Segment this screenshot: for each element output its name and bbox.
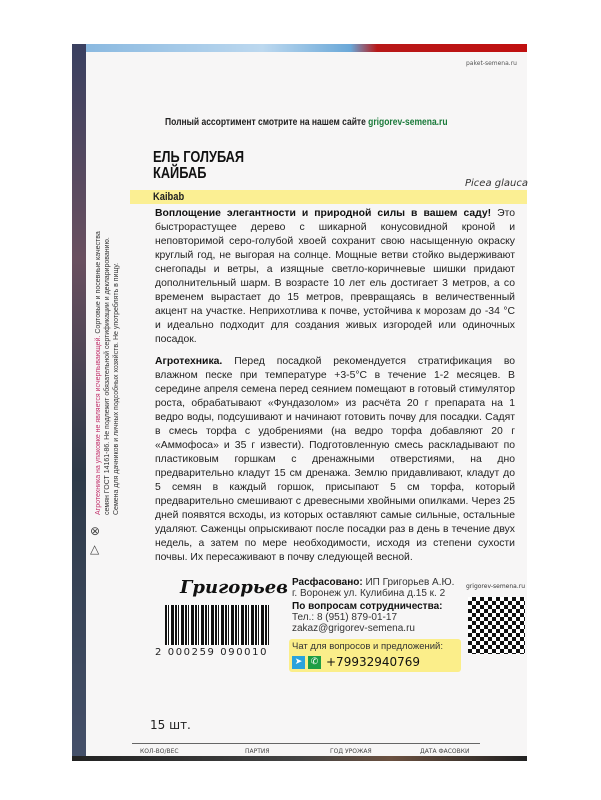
agro-lead: Агротехника. bbox=[155, 356, 223, 367]
side-note bbox=[94, 215, 121, 515]
qr-code[interactable] bbox=[468, 597, 525, 654]
footer-divider bbox=[132, 743, 480, 744]
contacts bbox=[292, 577, 462, 634]
telegram-icon[interactable]: ➤ bbox=[292, 656, 305, 669]
qr-site: grigorev-semena.ru bbox=[466, 583, 526, 590]
address: г. Воронеж ул. Кулибина д.15 к. 2 bbox=[292, 588, 446, 599]
top-color-band bbox=[86, 44, 527, 52]
variety-name: Kaibab bbox=[153, 191, 185, 203]
side-text: Сортовые и посевные качества семян ГОСТ 14161-86. Не подлежит обязательной сертификации и декларированию. Семена для дачников и личных подсобных хозяйств. Не употреблять в пищу. bbox=[95, 231, 120, 515]
quantity: 15 шт. bbox=[150, 718, 191, 732]
bottom-block bbox=[130, 577, 525, 677]
title-line-2: КАЙБАБ bbox=[153, 165, 207, 182]
agrotechnics bbox=[155, 355, 515, 565]
main-content bbox=[130, 207, 525, 677]
no-trash-icon: ⊗ bbox=[90, 524, 101, 538]
bottom-photo-edge bbox=[72, 756, 527, 761]
side-warning: Агротехника на упаковке не является исчерпывающей. bbox=[95, 335, 102, 515]
packet-site: paket-semena.ru bbox=[466, 60, 517, 67]
latin-name: Picea glauca bbox=[465, 178, 528, 189]
variety-highlight bbox=[130, 190, 527, 204]
assortment-text: Полный ассортимент смотрите на нашем сайте bbox=[165, 117, 366, 128]
disposal-icons bbox=[90, 522, 100, 558]
chat-phone[interactable]: +79932940769 bbox=[326, 655, 421, 669]
brand-logo: Григорьев bbox=[180, 577, 288, 598]
coop-label: По вопросам сотрудничества: bbox=[292, 601, 443, 612]
assortment-line bbox=[165, 117, 448, 128]
packed-label: Расфасовано: bbox=[292, 577, 363, 588]
label-pack-date: ДАТА ФАСОВКИ bbox=[420, 748, 470, 755]
description-lead: Воплощение элегантности и природной силы в вашем саду! bbox=[155, 208, 492, 219]
barcode-number: 2 000259 090010 bbox=[155, 647, 269, 658]
label-harvest-year: ГОД УРОЖАЯ bbox=[330, 748, 372, 755]
chat-label: Чат для вопросов и предложений: bbox=[292, 641, 443, 652]
label-batch: ПАРТИЯ bbox=[245, 748, 270, 755]
title-line-1: ЕЛЬ ГОЛУБАЯ bbox=[153, 149, 245, 166]
description bbox=[155, 207, 515, 347]
front-photo-edge bbox=[72, 44, 86, 760]
email[interactable]: zakaz@grigorev-semena.ru bbox=[292, 623, 415, 634]
product-title bbox=[153, 150, 244, 182]
whatsapp-icon[interactable]: ✆ bbox=[308, 656, 321, 669]
packed-by: ИП Григорьев А.Ю. bbox=[365, 577, 455, 588]
recycle-icon: △ bbox=[90, 542, 100, 556]
phone: Тел.: 8 (951) 879-01-17 bbox=[292, 612, 397, 623]
agro-text: Перед посадкой рекомендуется стратификация во влажном песке при температуре +3-5°С в течение 1-2 месяцев. В середине апреля семена перед сеянием помещают в готовый стимулятор роста, обрабатывают «Фундазолом» из расчёта 20 г препарата на 1 ведро воды, подсушивают и начинают готовить почву для посадки. Садят в смесь торфа с удобрениями (на ведро торфа добавляют 20 г «Аммофоса» и 35 г извести). Подготовленную смесь раскладывают по пластиковым горшкам с дренажными отверстиями, на дно предварительно кладут 15 см дренажа. Землю придавливают, кладут до 5 семян в каждый горшок, присыпают 5 см торфа, который предварительно смешивают с древесными хвойными опилками. Через 25 дней появятся всходы, из которых оставляют самые сильные, остальные удаляют. Саженцы опрыскивают после посадки раз в день в течение двух недель, а затем по мере необходимости, исходя из степени сухости почвы. Их пересаживают в почву следующей весной. bbox=[155, 356, 516, 563]
barcode bbox=[165, 605, 269, 645]
website-link[interactable]: grigorev-semena.ru bbox=[368, 117, 448, 128]
description-text: Это быстрорастущее дерево с шикарной конусовидной кроной и неповторимой серо-голубой хвоей сохранит свою насыщенную окраску круглый год, не выгорая на солнце. Мощные ветви стойко выдерживают снегопады и ветры, а изящные светло-коричневые шишки придают дополнительный шарм. В возрасте 10 лет ель достигает 3 метров, а со временем вырастает до 15 метров, превращаясь в величественный акцент на участке. Неприхотлива к почве, устойчива к морозам до -34 °С и идеально подходит для создания живых изгородей или одиночных посадок. bbox=[155, 208, 515, 345]
label-quantity: КОЛ-ВО/ВЕС bbox=[140, 748, 179, 755]
chat-box bbox=[289, 639, 461, 672]
